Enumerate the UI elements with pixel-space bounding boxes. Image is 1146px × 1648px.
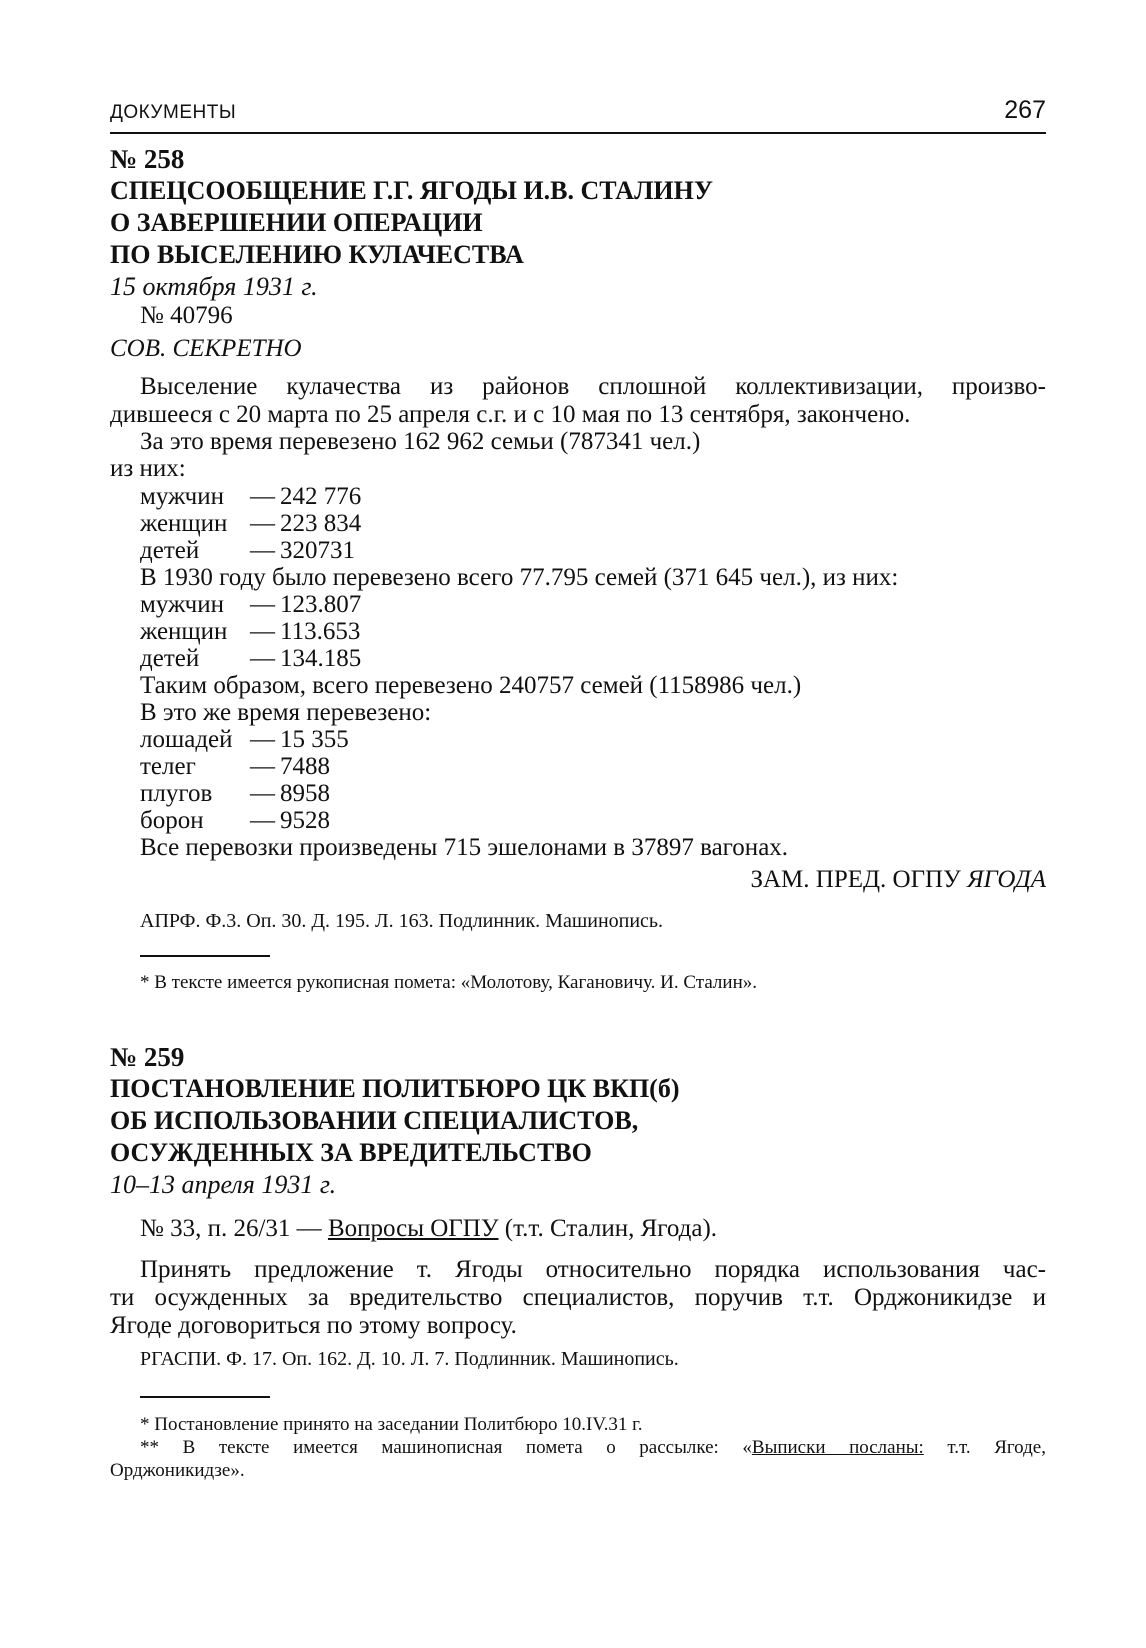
stat-row [140,537,355,565]
doc-259-title-line: ОСУЖДЕННЫХ ЗА ВРЕДИТЕЛЬСТВО [110,1138,592,1167]
text-line: Все перевозки произведены 715 эшелонами в 37897 вагонах. [140,834,789,861]
protocol-topic: Вопросы ОГПУ [327,1215,499,1242]
footnote-rule [140,1396,270,1398]
text-line: Выселение кулачества из районов сплошной коллективизации, произво- [140,373,1046,400]
text-line: За это время перевезено 162 962 семьи (787341 чел.) [140,428,701,455]
stat-label: телег [140,753,196,780]
section-title: ДОКУМЕНТЫ [110,102,237,123]
stat-row [140,510,361,538]
footnote-line: Орджоникидзе». [110,1460,245,1481]
stat-value: 223 834 [280,510,362,537]
doc-258-signature [750,866,1046,894]
doc-258-archive-ref: АПРФ. Ф.3. Оп. 30. Д. 195. Л. 163. Подлинник. Машинопись. [140,910,664,932]
running-head [110,96,1046,134]
signature-title: ЗАМ. ПРЕД. ОГПУ [750,866,961,893]
signature-name: ЯГОДА [967,866,1046,893]
stat-value: 320731 [280,537,355,564]
doc-259-archive-ref: РГАСПИ. Ф. 17. Оп. 162. Д. 10. Л. 7. Подлинник. Машинопись. [140,1348,679,1370]
stat-dash: — [250,537,275,564]
stat-label: мужчин [140,483,224,510]
stat-dash: — [250,645,275,672]
footnote-underlined-text: Выписки посланы: [751,1437,924,1458]
stat-value: 113.653 [280,618,361,645]
stat-value: 8958 [280,780,330,807]
text-line: дившееся с 20 марта по 25 апреля с.г. и с 10 мая по 13 сентября, закончено. [110,401,911,428]
stat-dash: — [250,510,275,537]
stat-value: 134.185 [280,645,362,672]
stat-label: мужчин [140,591,224,618]
doc-258-ref-number: № 40796 [140,302,233,329]
stat-value: 7488 [280,753,330,780]
stat-dash: — [250,780,275,807]
stat-dash: — [250,483,275,510]
doc-259-title-line: ОБ ИСПОЛЬЗОВАНИИ СПЕЦИАЛИСТОВ, [110,1106,639,1135]
doc-258-secrecy: СОВ. СЕКРЕТНО [110,335,302,362]
text-line: В это же время перевезено: [140,699,432,726]
stat-dash: — [250,618,275,645]
stat-value: 9528 [280,807,330,834]
stat-value: 242 776 [280,483,362,510]
stat-label: плугов [140,780,213,807]
text-line: Принять предложение т. Ягоды относительно порядка использования час- [140,1256,1046,1283]
text-line: из них: [110,455,186,482]
doc-258-footnote: * В тексте имеется рукописная помета: «Молотову, Кагановичу. И. Сталин». [140,972,757,993]
stat-dash: — [250,726,275,753]
stat-dash: — [250,753,275,780]
stat-row [140,645,361,673]
footnote-line [110,1436,1046,1459]
stat-row [140,753,330,781]
doc-258-title-line: ПО ВЫСЕЛЕНИЮ КУЛАЧЕСТВА [110,240,524,269]
page-number: 267 [1004,96,1046,124]
protocol-participants: (т.т. Сталин, Ягода). [504,1215,718,1242]
footnote-rule [140,955,270,957]
text-line: ти осужденных за вредительство специалистов, поручив т.т. Орджоникидзе и [110,1284,1046,1311]
doc-259-date: 10–13 апреля 1931 г. [110,1170,337,1199]
doc-258-title-line: О ЗАВЕРШЕНИИ ОПЕРАЦИИ [110,208,483,237]
doc-259-number: № 259 [110,1042,185,1072]
stat-label: лошадей [140,726,233,753]
doc-258-title-line: СПЕЦСООБЩЕНИЕ Г.Г. ЯГОДЫ И.В. СТАЛИНУ [110,176,713,205]
stat-label: детей [140,537,200,564]
stat-row [140,483,361,511]
stat-label: детей [140,645,200,672]
doc-259-title-line: ПОСТАНОВЛЕНИЕ ПОЛИТБЮРО ЦК ВКП(б) [110,1074,680,1103]
doc-259-footnote-1: * Постановление принято на заседании Политбюро 10.IV.31 г. [140,1414,643,1435]
doc-259-footnote-2 [110,1436,1046,1482]
text-line: Таким образом, всего перевезено 240757 семей (1158986 чел.) [140,672,802,699]
stat-row [140,726,349,754]
text-line: В 1930 году было перевезено всего 77.795 семей (371 645 чел.), из них: [140,564,899,591]
stat-dash: — [250,807,275,834]
stat-row [140,807,330,835]
text-line: Ягоде договориться по этому вопросу. [110,1312,517,1339]
doc-258-date: 15 октября 1931 г. [110,272,318,301]
doc-259-title [110,1041,680,1169]
stat-row [140,780,330,808]
stat-label: женщин [140,510,228,537]
doc-258-paragraph [110,373,1046,429]
footnote-text: ** В тексте имеется машинописная помета о рассылке: « [140,1437,752,1458]
stat-value: 123.807 [280,591,362,618]
doc-259-decision [110,1256,1046,1340]
doc-258-number: № 258 [110,144,185,174]
stat-label: женщин [140,618,228,645]
doc-258-title [110,143,713,271]
footnote-text: т.т. Ягоде, [923,1437,1046,1458]
protocol-number: № 33, п. 26/31 — [140,1215,322,1242]
stat-dash: — [250,591,275,618]
doc-259-protocol [140,1215,717,1243]
stat-label: борон [140,807,204,834]
stat-row [140,618,360,646]
stat-row [140,591,361,619]
stat-value: 15 355 [280,726,349,753]
